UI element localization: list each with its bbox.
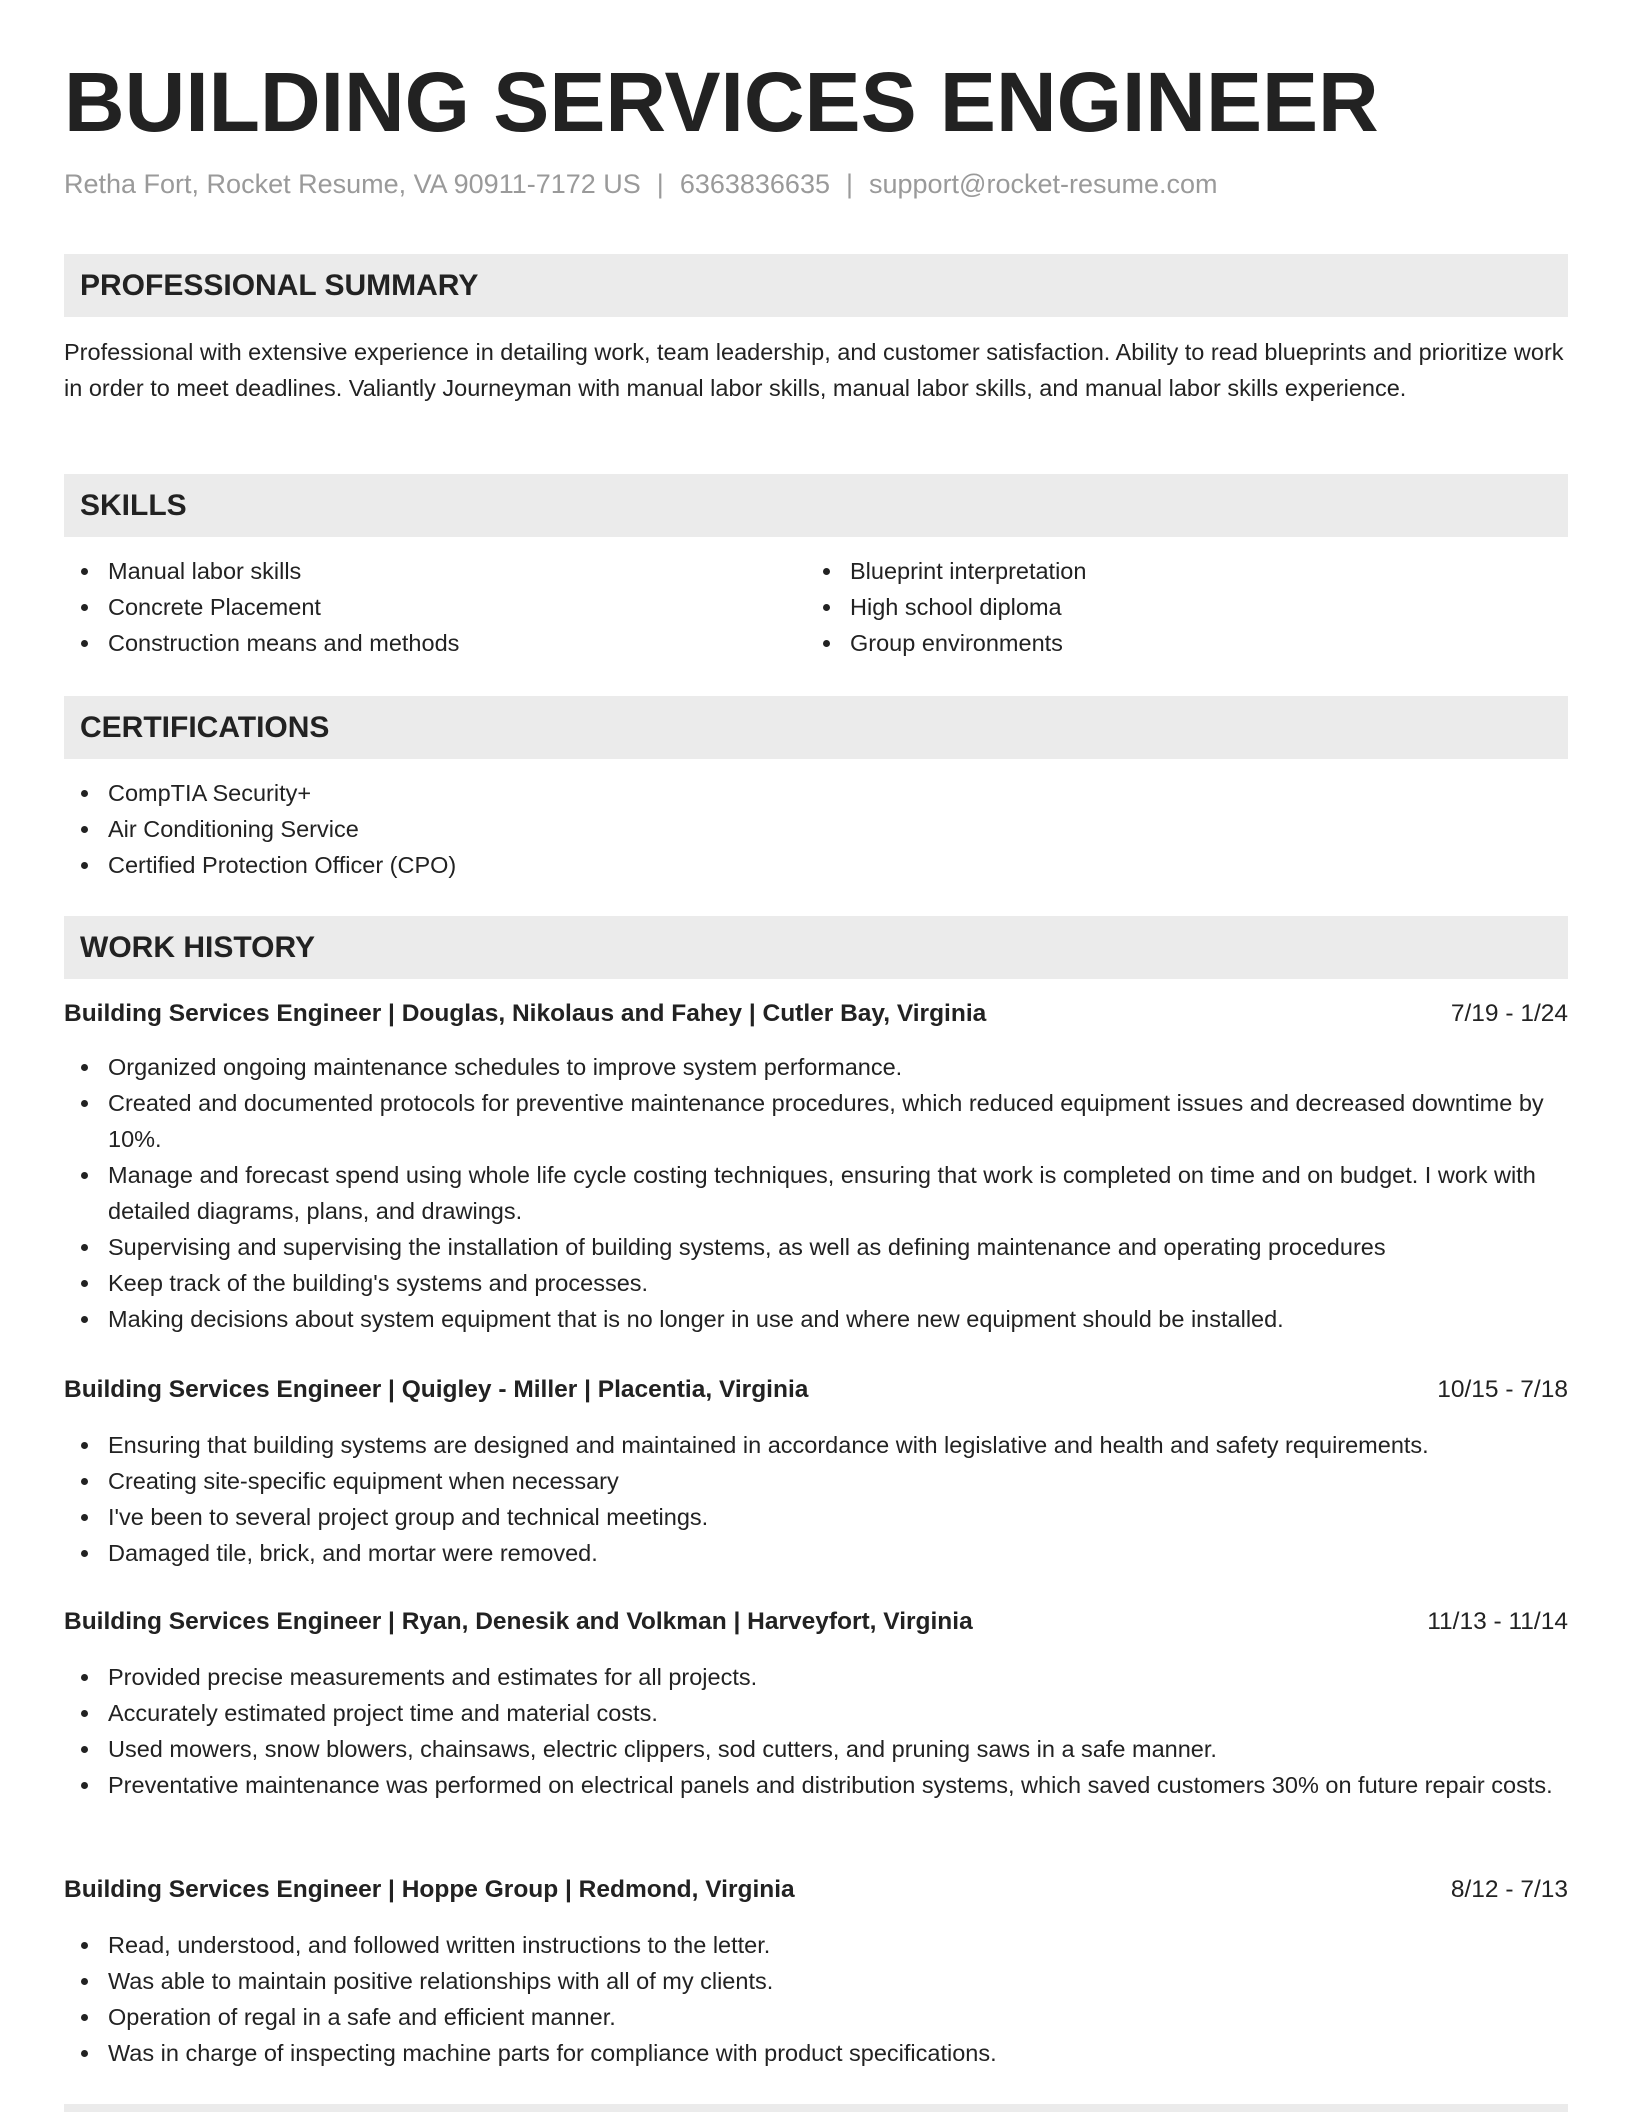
job-dates: 11/13 - 11/14 <box>1427 1608 1568 1635</box>
job-bullet: Keep track of the building's systems and processes. <box>64 1265 1568 1301</box>
section-header-summary <box>64 254 1568 317</box>
job-bullet: Operation of regal in a safe and efficient manner. <box>64 1999 1568 2035</box>
contact-separator: | <box>845 169 853 199</box>
job-bullet: Used mowers, snow blowers, chainsaws, electric clippers, sod cutters, and pruning saws in a safe manner. <box>64 1731 1568 1767</box>
summary-text: Professional with extensive experience in detailing work, team leadership, and customer satisfaction. Ability to read blueprints and prioritize work in order to meet deadlines. Valiantly Journeyman with manual labor skills, manual labor skills, and manual labor skills experience. <box>64 339 1564 401</box>
job-bullet: Read, understood, and followed written instructions to the letter. <box>64 1927 1568 1963</box>
job-bullet: Making decisions about system equipment that is no longer in use and where new equipment should be installed. <box>64 1301 1568 1337</box>
skill-item: Group environments <box>806 625 1568 661</box>
job-bullet: Was in charge of inspecting machine parts for compliance with product specifications. <box>64 2035 1568 2071</box>
job-dates: 8/12 - 7/13 <box>1450 1876 1568 1903</box>
skill-item: Construction means and methods <box>64 625 804 661</box>
job-bullet: Provided precise measurements and estimates for all projects. <box>64 1659 1568 1695</box>
job-bullet: Creating site-specific equipment when necessary <box>64 1463 1568 1499</box>
contact-email: support@rocket-resume.com <box>869 169 1218 199</box>
job-title: Building Services Engineer | Douglas, Nikolaus and Fahey | Cutler Bay, Virginia <box>64 1000 987 1027</box>
section-header-skills <box>64 474 1568 537</box>
job-bullets <box>64 1427 1568 1571</box>
resume-title: BUILDING SERVICES ENGINEER <box>64 55 1379 149</box>
job-dates: 7/19 - 1/24 <box>1450 1000 1568 1027</box>
section-header-work-history <box>64 916 1568 979</box>
job-bullets <box>64 1049 1568 1337</box>
job-bullet: I've been to several project group and technical meetings. <box>64 1499 1568 1535</box>
contact-address: Retha Fort, Rocket Resume, VA 90911-7172 US <box>64 169 641 199</box>
skill-item: High school diploma <box>806 589 1568 625</box>
certification-item: Air Conditioning Service <box>64 811 1568 847</box>
contact-separator: | <box>656 169 664 199</box>
certification-item: Certified Protection Officer (CPO) <box>64 847 1568 883</box>
job-bullets <box>64 1659 1568 1803</box>
job-bullet: Preventative maintenance was performed on electrical panels and distribution systems, which saved customers 30% on future repair costs. <box>64 1767 1568 1803</box>
skill-item: Concrete Placement <box>64 589 804 625</box>
job-title: Building Services Engineer | Quigley - Miller | Placentia, Virginia <box>64 1376 809 1403</box>
section-header-certifications <box>64 696 1568 759</box>
job-bullets <box>64 1927 1568 2071</box>
job-bullet: Created and documented protocols for preventive maintenance procedures, which reduced equipment issues and decreased downtime by 10%. <box>64 1085 1568 1157</box>
next-section-bar <box>64 2104 1568 2112</box>
job-bullet: Was able to maintain positive relationships with all of my clients. <box>64 1963 1568 1999</box>
skill-item: Manual labor skills <box>64 553 804 589</box>
job-title: Building Services Engineer | Hoppe Group | Redmond, Virginia <box>64 1876 795 1903</box>
skills-list-left <box>64 553 804 661</box>
certifications-list <box>64 775 1568 883</box>
section-title-summary: PROFESSIONAL SUMMARY <box>80 269 479 302</box>
contact-line <box>64 166 1218 202</box>
job-dates: 10/15 - 7/18 <box>1437 1376 1568 1403</box>
section-title-skills: SKILLS <box>80 489 187 522</box>
skill-item: Blueprint interpretation <box>806 553 1568 589</box>
section-title-work-history: WORK HISTORY <box>80 931 316 964</box>
job-bullet: Supervising and supervising the installation of building systems, as well as defining maintenance and operating procedures <box>64 1229 1568 1265</box>
certification-item: CompTIA Security+ <box>64 775 1568 811</box>
job-bullet: Accurately estimated project time and material costs. <box>64 1695 1568 1731</box>
section-title-certifications: CERTIFICATIONS <box>80 711 330 744</box>
job-bullet: Damaged tile, brick, and mortar were removed. <box>64 1535 1568 1571</box>
job-bullet: Ensuring that building systems are designed and maintained in accordance with legislative and health and safety requirements. <box>64 1427 1568 1463</box>
job-title: Building Services Engineer | Ryan, Denesik and Volkman | Harveyfort, Virginia <box>64 1608 973 1635</box>
contact-phone: 6363836635 <box>679 169 830 199</box>
skills-list-right <box>806 553 1568 661</box>
job-bullet: Manage and forecast spend using whole life cycle costing techniques, ensuring that work is completed on time and on budget. I work with detailed diagrams, plans, and drawings. <box>64 1157 1568 1229</box>
job-bullet: Organized ongoing maintenance schedules to improve system performance. <box>64 1049 1568 1085</box>
